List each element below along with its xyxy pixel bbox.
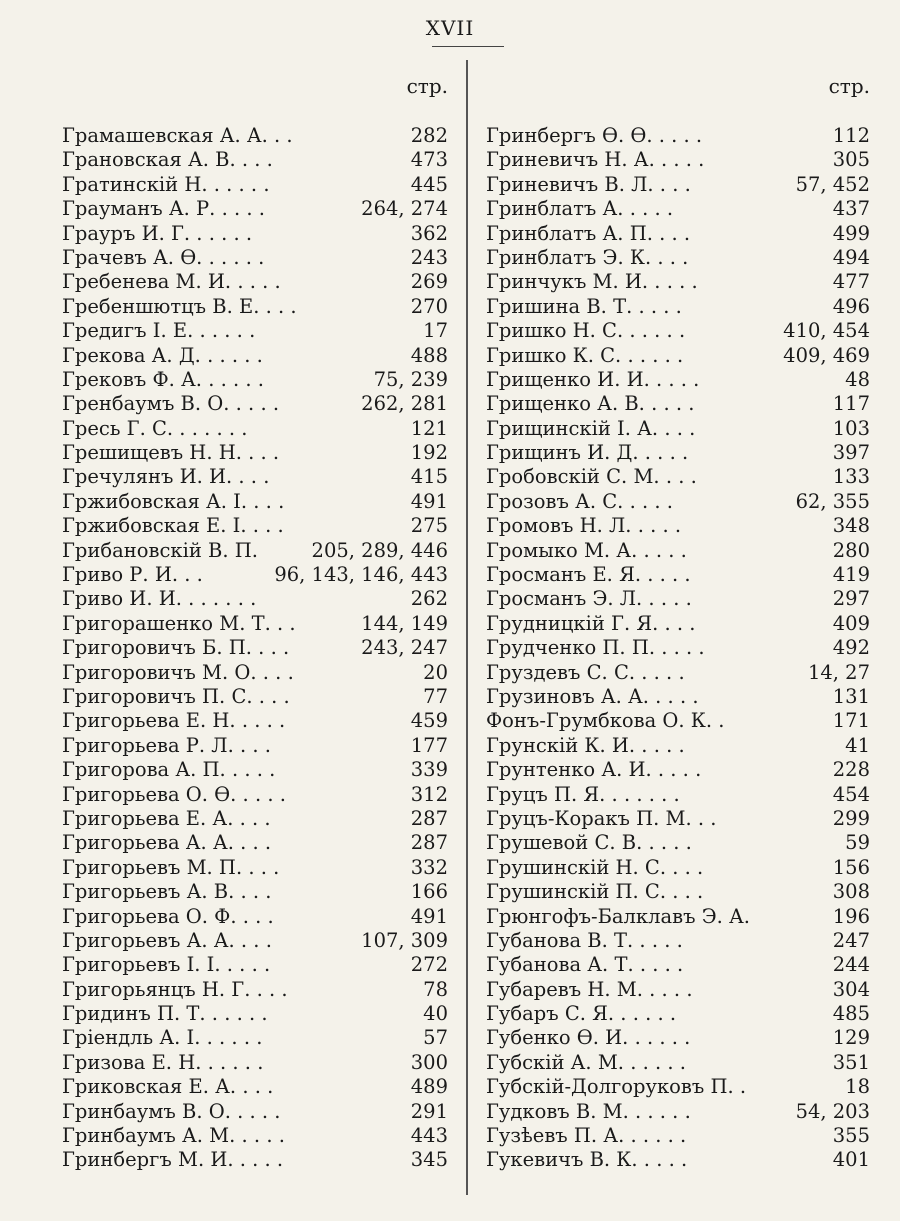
entry-pages: 473 bbox=[410, 148, 448, 172]
index-entry bbox=[62, 709, 448, 733]
entry-pages: 494 bbox=[832, 245, 870, 269]
entry-name: Григорьевъ А. В. . . . bbox=[62, 880, 272, 904]
entry-pages: 305 bbox=[832, 148, 870, 172]
entry-name: Гудковъ В. М. . . . . . bbox=[486, 1099, 691, 1123]
index-entry bbox=[62, 539, 448, 563]
entry-name: Гриковская Е. А. . . . bbox=[62, 1075, 274, 1099]
index-entry bbox=[486, 636, 870, 660]
index-entry bbox=[62, 1148, 448, 1172]
entry-name: Григорова А. П. . . . . bbox=[62, 758, 276, 782]
index-entry bbox=[62, 953, 448, 977]
index-entry bbox=[62, 270, 448, 294]
entry-name: Грешищевъ Н. Н. . . . bbox=[62, 441, 280, 465]
entry-pages: 17 bbox=[423, 319, 448, 343]
entry-pages: 171 bbox=[832, 709, 870, 733]
entry-name: Григорьевъ А. А. . . . bbox=[62, 928, 272, 952]
index-entry bbox=[486, 880, 870, 904]
entry-pages: 300 bbox=[410, 1050, 448, 1074]
entry-name: Гукевичъ В. К. . . . . bbox=[486, 1148, 688, 1172]
index-entry bbox=[62, 807, 448, 831]
entry-name: Гринбергъ М. И. . . . . bbox=[62, 1148, 284, 1172]
entry-name: Гришина В. Т. . . . . bbox=[486, 294, 682, 318]
index-entry bbox=[62, 636, 448, 660]
entry-name: Гробовскій С. М. . . . bbox=[486, 465, 697, 489]
entry-name: Груцъ П. Я. . . . . . . bbox=[486, 782, 680, 806]
entry-pages: 291 bbox=[410, 1099, 448, 1123]
entry-pages: 491 bbox=[410, 904, 448, 928]
index-entry bbox=[62, 319, 448, 343]
entry-pages: 20 bbox=[423, 660, 448, 684]
entry-name: Грауръ И. Г. . . . . . bbox=[62, 221, 253, 245]
index-entry bbox=[486, 587, 870, 611]
index-entry bbox=[62, 856, 448, 880]
entry-pages: 275 bbox=[410, 514, 448, 538]
entry-pages: 75, 239 bbox=[373, 367, 448, 391]
index-entry bbox=[62, 1051, 448, 1075]
entry-pages: 121 bbox=[410, 416, 448, 440]
index-entry bbox=[486, 831, 870, 855]
index-entry bbox=[62, 563, 448, 587]
entry-name: Гржибовская Е. І. . . . bbox=[62, 514, 284, 538]
entry-name: Григорьевъ І. І. . . . . bbox=[62, 953, 271, 977]
index-entry bbox=[62, 514, 448, 538]
index-entry bbox=[486, 417, 870, 441]
entry-pages: 345 bbox=[410, 1148, 448, 1172]
index-entry bbox=[62, 1124, 448, 1148]
entry-name: Грунтенко А. И. . . . . bbox=[486, 758, 702, 782]
index-entry bbox=[486, 758, 870, 782]
entry-pages: 59 bbox=[845, 831, 870, 855]
entry-name: Грушинскій Н. С. . . . bbox=[486, 855, 704, 879]
entry-name: Груздевъ С. С. . . . . bbox=[486, 660, 685, 684]
entry-name: Гратинскій Н. . . . . . bbox=[62, 172, 270, 196]
entry-name: Гринбаумъ А. М. . . . . bbox=[62, 1124, 285, 1148]
index-entry bbox=[62, 148, 448, 172]
column-divider bbox=[466, 60, 468, 1195]
index-entry bbox=[62, 124, 448, 148]
entry-name: Груцъ-Коракъ П. М. . . bbox=[486, 806, 717, 830]
index-entry bbox=[62, 929, 448, 953]
entry-name: Грауманъ А. Р. . . . . bbox=[62, 197, 265, 221]
index-column-left bbox=[62, 74, 448, 1173]
entry-pages: 78 bbox=[423, 977, 448, 1001]
entry-pages: 57 bbox=[423, 1026, 448, 1050]
entry-pages: 156 bbox=[832, 855, 870, 879]
entry-name: Гризова Е. Н. . . . . . bbox=[62, 1050, 264, 1074]
entry-name: Григорьева Р. Л. . . . bbox=[62, 733, 271, 757]
entry-name: Гринчукъ М. И. . . . . bbox=[486, 270, 698, 294]
entry-pages: 166 bbox=[410, 880, 448, 904]
entry-name: Гринбергъ Ѳ. Ѳ. . . . . bbox=[486, 124, 703, 147]
index-entry bbox=[62, 587, 448, 611]
entry-name: Грудченко П. П. . . . . bbox=[486, 636, 705, 660]
entry-pages: 272 bbox=[410, 953, 448, 977]
entry-pages: 270 bbox=[410, 294, 448, 318]
index-entry bbox=[62, 734, 448, 758]
entry-name: Грюнгофъ-Балклавъ Э. А. bbox=[486, 904, 750, 928]
entry-pages: 304 bbox=[832, 977, 870, 1001]
entry-pages: 244 bbox=[832, 953, 870, 977]
entry-pages: 112 bbox=[832, 124, 870, 147]
entry-name: Грищинскій І. А. . . . bbox=[486, 416, 696, 440]
entry-name: Гренбаумъ В. О. . . . . bbox=[62, 392, 280, 416]
index-entry bbox=[62, 612, 448, 636]
entry-pages: 437 bbox=[832, 197, 870, 221]
entry-name: Губаревъ Н. М. . . . . bbox=[486, 977, 693, 1001]
index-entry bbox=[486, 1100, 870, 1124]
index-entry bbox=[486, 1002, 870, 1026]
entry-pages: 332 bbox=[410, 855, 448, 879]
entry-pages: 41 bbox=[845, 733, 870, 757]
index-entry bbox=[62, 197, 448, 221]
entry-pages: 205, 289, 446 bbox=[311, 538, 448, 562]
entry-pages: 488 bbox=[410, 343, 448, 367]
entry-pages: 228 bbox=[832, 758, 870, 782]
entry-name: Гринбаумъ В. О. . . . . bbox=[62, 1099, 281, 1123]
entry-pages: 299 bbox=[832, 806, 870, 830]
index-entry bbox=[486, 856, 870, 880]
index-entry bbox=[486, 490, 870, 514]
index-entry bbox=[486, 1051, 870, 1075]
entry-pages: 177 bbox=[410, 733, 448, 757]
entry-name: Грачевъ А. Ѳ. . . . . . bbox=[62, 245, 265, 269]
entry-name: Григорьева Е. А. . . . bbox=[62, 806, 271, 830]
index-entry bbox=[486, 539, 870, 563]
index-entry bbox=[486, 465, 870, 489]
index-entry bbox=[486, 807, 870, 831]
entry-name: Губенко Ѳ. И. . . . . . bbox=[486, 1026, 691, 1050]
index-entry bbox=[486, 978, 870, 1002]
entry-name: Грушинскій П. С. . . . bbox=[486, 880, 704, 904]
entry-pages: 445 bbox=[410, 172, 448, 196]
index-entry bbox=[62, 417, 448, 441]
index-entry bbox=[62, 441, 448, 465]
index-entry bbox=[62, 173, 448, 197]
index-entry bbox=[62, 905, 448, 929]
index-entry bbox=[486, 441, 870, 465]
index-entry bbox=[62, 295, 448, 319]
entry-pages: 129 bbox=[832, 1026, 870, 1050]
entry-name: Григорьянцъ Н. Г. . . . bbox=[62, 977, 288, 1001]
index-entry bbox=[486, 1026, 870, 1050]
index-entry bbox=[486, 514, 870, 538]
index-entry bbox=[62, 1075, 448, 1099]
entry-name: Грамашевская А. А. . . bbox=[62, 124, 293, 147]
index-entry bbox=[486, 222, 870, 246]
entry-pages: 397 bbox=[832, 441, 870, 465]
entry-name: Гришко К. С. . . . . . bbox=[486, 343, 684, 367]
entry-name: Григорьева А. А. . . . bbox=[62, 831, 272, 855]
entry-pages: 491 bbox=[410, 489, 448, 513]
entry-pages: 269 bbox=[410, 270, 448, 294]
entry-name: Губскій-Долгоруковъ П. . bbox=[486, 1075, 747, 1099]
index-entry bbox=[62, 1002, 448, 1026]
entry-pages: 312 bbox=[410, 782, 448, 806]
entry-name: Гречулянъ И. И. . . . bbox=[62, 465, 270, 489]
entry-pages: 96, 143, 146, 443 bbox=[274, 563, 448, 587]
entry-name: Губаръ С. Я. . . . . . bbox=[486, 1002, 677, 1026]
entry-name: Грудницкій Г. Я. . . . bbox=[486, 611, 696, 635]
entry-pages: 459 bbox=[410, 709, 448, 733]
index-entry bbox=[62, 368, 448, 392]
entry-pages: 489 bbox=[410, 1075, 448, 1099]
entry-pages: 192 bbox=[410, 441, 448, 465]
entry-pages: 415 bbox=[410, 465, 448, 489]
entry-pages: 287 bbox=[410, 806, 448, 830]
index-entry bbox=[486, 295, 870, 319]
entry-pages: 280 bbox=[832, 538, 870, 562]
entry-name: Гринблатъ Э. К. . . . bbox=[486, 245, 689, 269]
entry-pages: 54, 203 bbox=[795, 1099, 870, 1123]
entry-pages: 419 bbox=[832, 563, 870, 587]
entry-name: Гредигъ І. Е. . . . . . bbox=[62, 319, 256, 343]
index-entry bbox=[62, 1100, 448, 1124]
entry-pages: 107, 309 bbox=[361, 928, 448, 952]
entry-pages: 77 bbox=[423, 684, 448, 708]
entry-pages: 243 bbox=[410, 245, 448, 269]
entry-name: Гринблатъ А. П. . . . bbox=[486, 221, 691, 245]
entry-name: Грекова А. Д. . . . . . bbox=[62, 343, 263, 367]
index-entry bbox=[486, 197, 870, 221]
entry-name: Громыко М. А. . . . . bbox=[486, 538, 687, 562]
index-entry bbox=[486, 368, 870, 392]
entry-pages: 264, 274 bbox=[361, 197, 448, 221]
entry-name: Фонъ-Грумбкова О. К. . bbox=[486, 709, 725, 733]
index-entry bbox=[486, 173, 870, 197]
entry-pages: 57, 452 bbox=[795, 172, 870, 196]
entry-pages: 499 bbox=[832, 221, 870, 245]
index-entry bbox=[62, 661, 448, 685]
index-entry bbox=[62, 978, 448, 1002]
entry-pages: 485 bbox=[832, 1002, 870, 1026]
entry-pages: 262 bbox=[410, 587, 448, 611]
index-column-right bbox=[486, 74, 870, 1173]
entry-pages: 409, 469 bbox=[783, 343, 870, 367]
entry-name: Грановская А. В. . . . bbox=[62, 148, 273, 172]
entry-pages: 131 bbox=[832, 684, 870, 708]
index-entry bbox=[486, 734, 870, 758]
entry-name: Гринблатъ А. . . . . bbox=[486, 197, 674, 221]
entry-name: Грунскій К. И. . . . . bbox=[486, 733, 685, 757]
entry-pages: 14, 27 bbox=[807, 660, 870, 684]
index-entry bbox=[486, 783, 870, 807]
entry-pages: 117 bbox=[832, 392, 870, 416]
index-entry bbox=[486, 1124, 870, 1148]
entry-name: Гржибовская А. І. . . . bbox=[62, 489, 285, 513]
index-entry bbox=[486, 709, 870, 733]
entry-pages: 496 bbox=[832, 294, 870, 318]
entry-name: Григорьева Е. Н. . . . . bbox=[62, 709, 286, 733]
entry-pages: 247 bbox=[832, 928, 870, 952]
page-number: XVII bbox=[425, 16, 475, 40]
entry-pages: 196 bbox=[832, 904, 870, 928]
index-entry bbox=[62, 880, 448, 904]
entry-pages: 454 bbox=[832, 782, 870, 806]
index-entry bbox=[62, 685, 448, 709]
entry-pages: 133 bbox=[832, 465, 870, 489]
index-entry bbox=[486, 148, 870, 172]
entry-name: Грибановскій В. П. bbox=[62, 538, 258, 562]
entry-name: Гросманъ Э. Л. . . . . bbox=[486, 587, 692, 611]
entry-pages: 287 bbox=[410, 831, 448, 855]
entry-name: Грищинъ И. Д. . . . . bbox=[486, 441, 689, 465]
entry-name: Гресь Г. С. . . . . . . bbox=[62, 416, 248, 440]
entry-name: Григорьева О. Ѳ. . . . . bbox=[62, 782, 286, 806]
page-column-label: стр. bbox=[406, 74, 448, 98]
index-entry bbox=[486, 344, 870, 368]
index-entry bbox=[486, 612, 870, 636]
entry-pages: 144, 149 bbox=[361, 611, 448, 635]
entry-pages: 62, 355 bbox=[795, 489, 870, 513]
entry-pages: 103 bbox=[832, 416, 870, 440]
entry-name: Гріендль А. І. . . . . . bbox=[62, 1026, 263, 1050]
page-column-label: стр. bbox=[828, 74, 870, 98]
entry-name: Губанова А. Т. . . . . bbox=[486, 953, 684, 977]
entry-pages: 443 bbox=[410, 1124, 448, 1148]
entry-pages: 297 bbox=[832, 587, 870, 611]
entry-pages: 477 bbox=[832, 270, 870, 294]
entry-pages: 355 bbox=[832, 1124, 870, 1148]
entry-name: Гриневичъ В. Л. . . . bbox=[486, 172, 691, 196]
index-entry bbox=[486, 246, 870, 270]
index-entry bbox=[486, 905, 870, 929]
entry-pages: 492 bbox=[832, 636, 870, 660]
entry-pages: 40 bbox=[423, 1002, 448, 1026]
entry-name: Грищенко А. В. . . . . bbox=[486, 392, 695, 416]
entry-pages: 409 bbox=[832, 611, 870, 635]
entry-name: Грековъ Ф. А. . . . . . bbox=[62, 367, 264, 391]
entry-name: Гришко Н. С. . . . . . bbox=[486, 319, 686, 343]
entry-name: Григорьева О. Ф. . . . bbox=[62, 904, 274, 928]
index-entry bbox=[62, 490, 448, 514]
index-entry bbox=[486, 929, 870, 953]
entry-name: Григоровичъ М. О. . . . bbox=[62, 660, 294, 684]
entry-name: Григорашенко М. Т. . . bbox=[62, 611, 296, 635]
entry-name: Грушевой С. В. . . . . bbox=[486, 831, 692, 855]
index-entry bbox=[62, 222, 448, 246]
entry-name: Грузиновъ А. А. . . . . bbox=[486, 684, 699, 708]
entry-name: Губанова В. Т. . . . . bbox=[486, 928, 683, 952]
entry-pages: 410, 454 bbox=[783, 319, 870, 343]
entry-name: Гриво И. И. . . . . . . bbox=[62, 587, 257, 611]
entry-name: Гребенева М. И. . . . . bbox=[62, 270, 281, 294]
index-entry bbox=[62, 831, 448, 855]
entry-pages: 308 bbox=[832, 880, 870, 904]
index-entry bbox=[486, 1075, 870, 1099]
index-entry bbox=[62, 465, 448, 489]
entry-pages: 48 bbox=[845, 367, 870, 391]
index-entry bbox=[486, 319, 870, 343]
entry-name: Грозовъ А. С. . . . . bbox=[486, 489, 673, 513]
entry-name: Гриневичъ Н. А. . . . . bbox=[486, 148, 705, 172]
entry-pages: 401 bbox=[832, 1148, 870, 1172]
index-entry bbox=[486, 563, 870, 587]
index-entry bbox=[62, 758, 448, 782]
entry-name: Гриво Р. И. . . bbox=[62, 563, 203, 587]
entry-pages: 262, 281 bbox=[361, 392, 448, 416]
entry-name: Гребеншютцъ В. Е. . . . bbox=[62, 294, 297, 318]
index-entry bbox=[62, 783, 448, 807]
index-entry bbox=[62, 344, 448, 368]
index-entry bbox=[62, 246, 448, 270]
entry-pages: 243, 247 bbox=[361, 636, 448, 660]
entry-name: Григорьевъ М. П. . . . bbox=[62, 855, 280, 879]
header-rule bbox=[432, 46, 504, 47]
entry-name: Громовъ Н. Л. . . . . bbox=[486, 514, 682, 538]
entry-name: Гузѣевъ П. А. . . . . . bbox=[486, 1124, 687, 1148]
entry-pages: 339 bbox=[410, 758, 448, 782]
index-entry bbox=[486, 392, 870, 416]
entry-name: Григоровичъ Б. П. . . . bbox=[62, 636, 290, 660]
entry-pages: 282 bbox=[410, 124, 448, 147]
index-entry bbox=[486, 124, 870, 148]
entry-name: Гросманъ Е. Я. . . . . bbox=[486, 563, 691, 587]
entry-pages: 18 bbox=[845, 1075, 870, 1099]
index-entry bbox=[486, 1148, 870, 1172]
entry-name: Грищенко И. И. . . . . bbox=[486, 367, 700, 391]
index-entry bbox=[486, 661, 870, 685]
index-entry bbox=[486, 270, 870, 294]
entry-pages: 362 bbox=[410, 221, 448, 245]
index-entry bbox=[62, 392, 448, 416]
entry-name: Губскій А. М. . . . . . bbox=[486, 1050, 686, 1074]
entry-pages: 351 bbox=[832, 1050, 870, 1074]
index-entry bbox=[486, 685, 870, 709]
entry-name: Григоровичъ П. С. . . . bbox=[62, 684, 290, 708]
index-entry bbox=[486, 953, 870, 977]
index-entry bbox=[62, 1026, 448, 1050]
entry-name: Гридинъ П. Т. . . . . . bbox=[62, 1002, 268, 1026]
entry-pages: 348 bbox=[832, 514, 870, 538]
